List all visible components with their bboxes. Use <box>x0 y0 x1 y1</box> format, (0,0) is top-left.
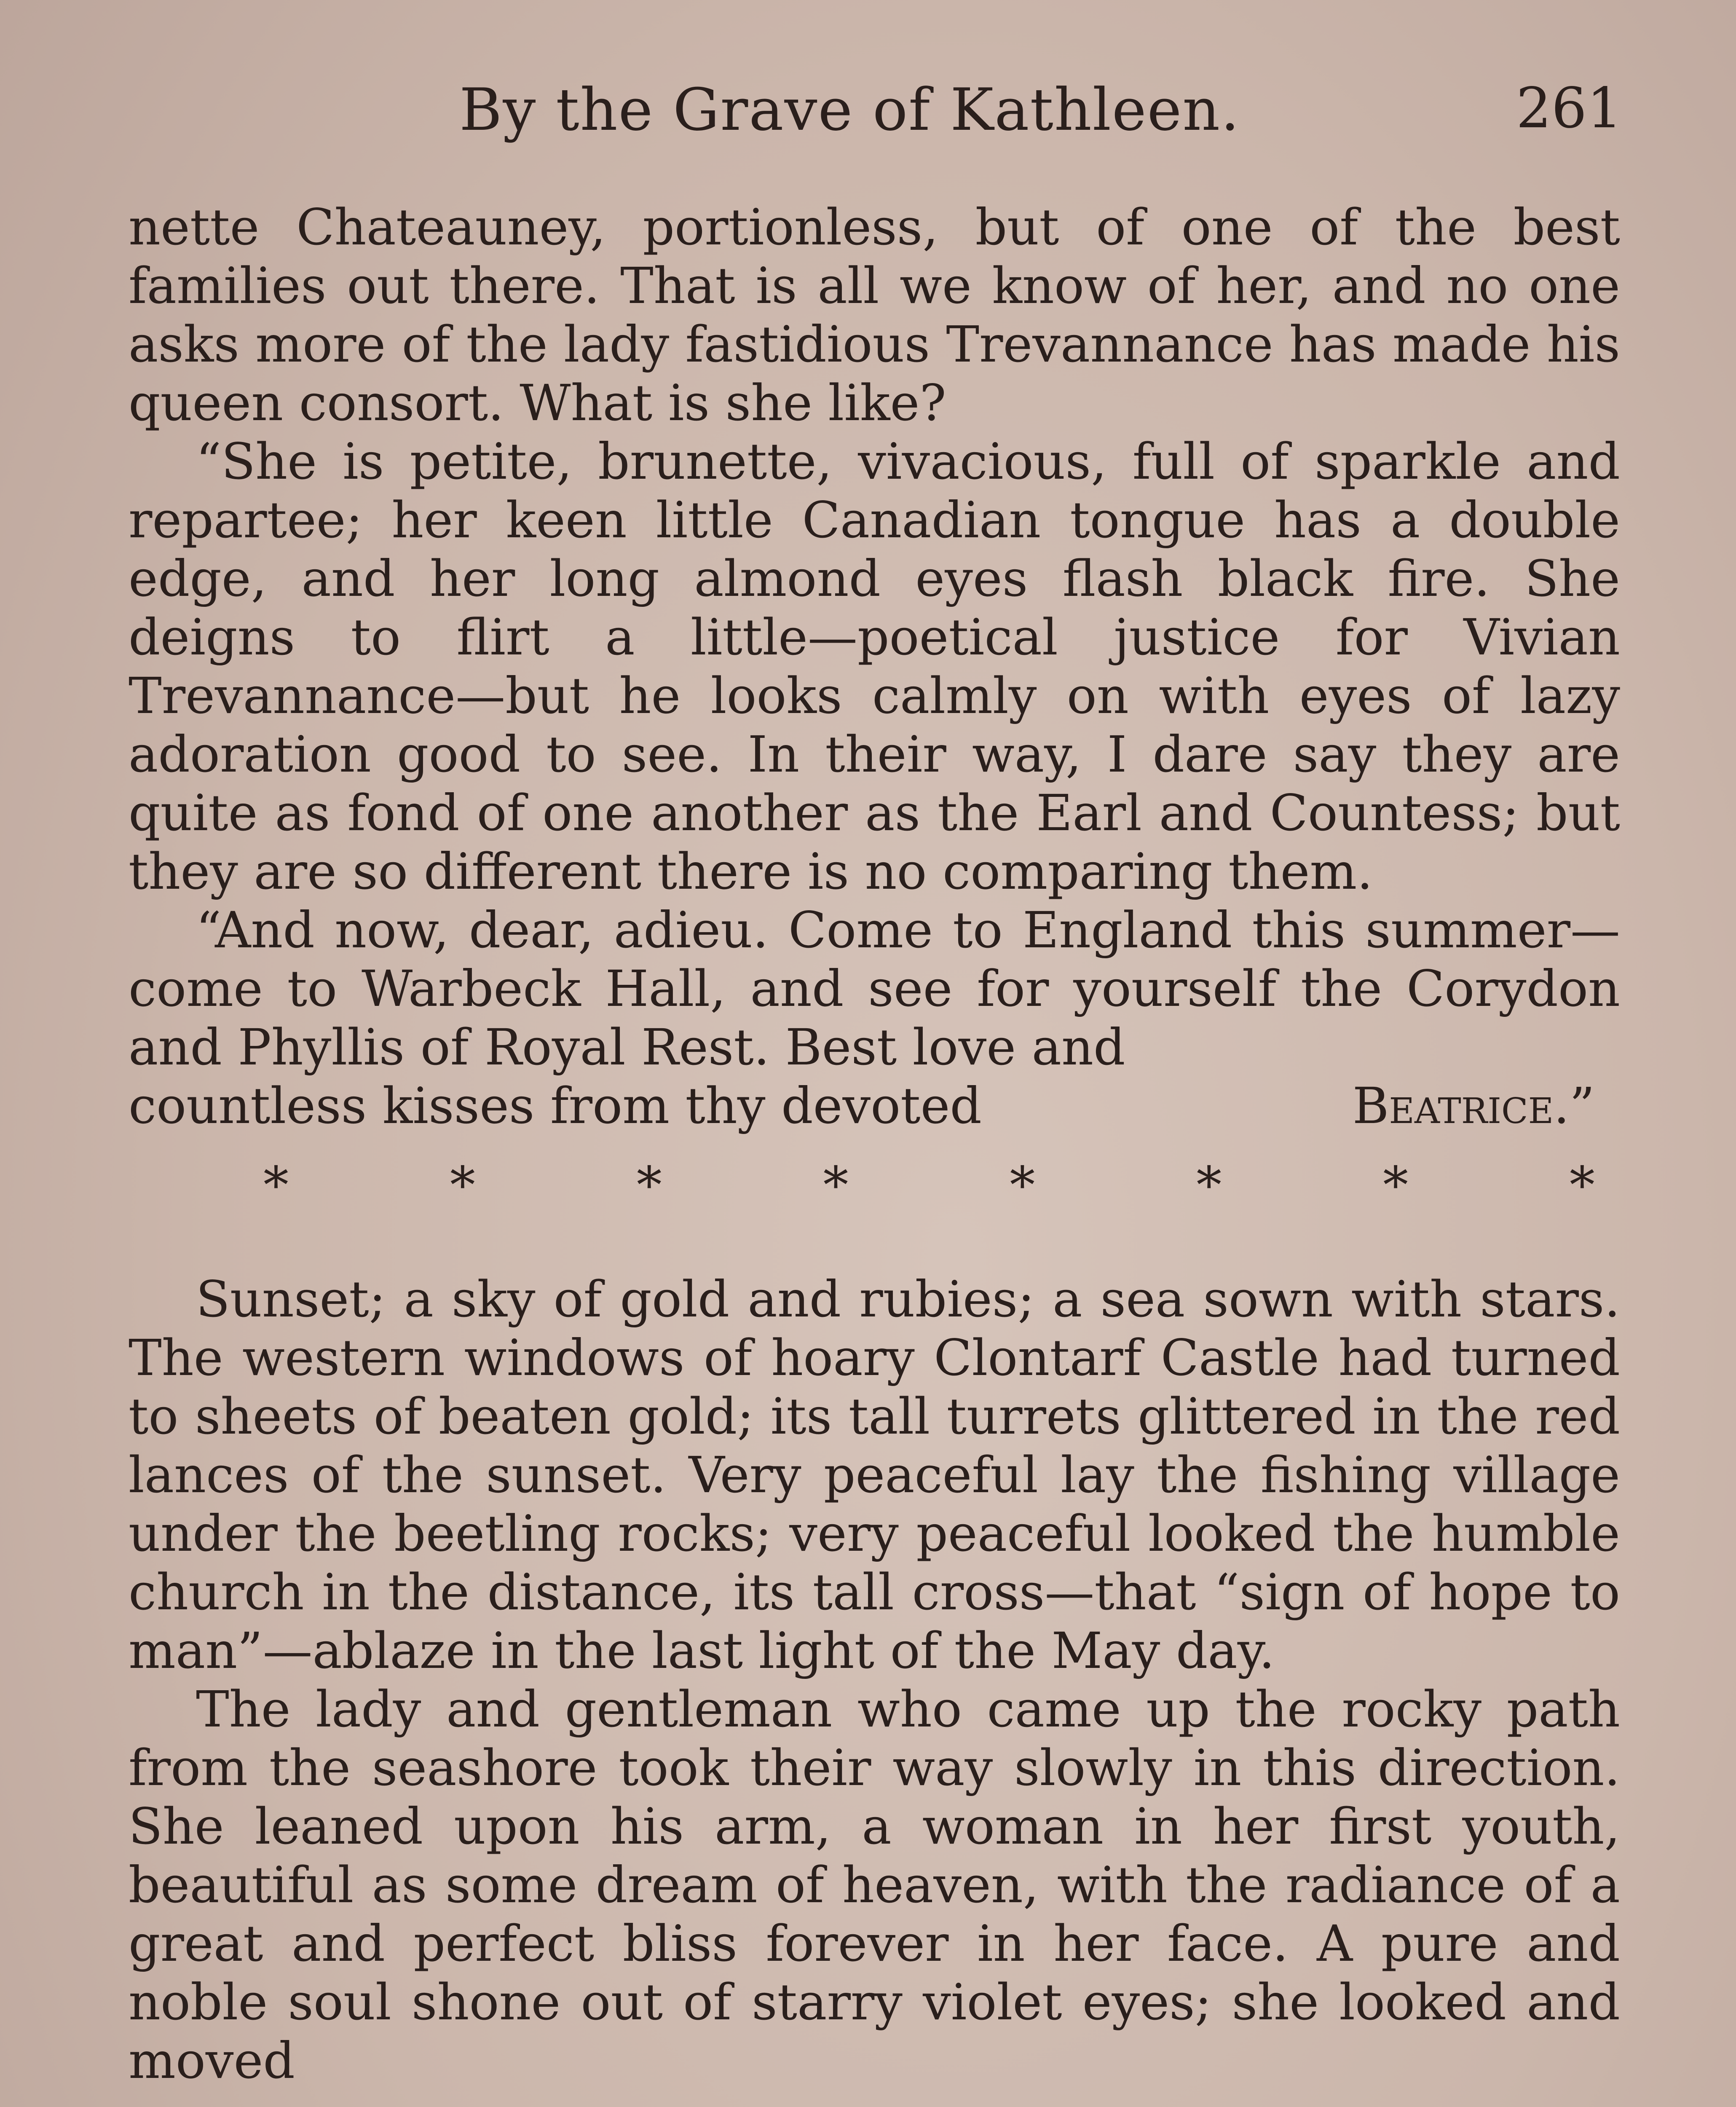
section-separator <box>129 1156 1620 1215</box>
paragraph: The lady and gentleman who came up the rocky path from the seashore took their way slowly in this direction. She leaned upon his arm, a woman in her first youth, beautiful as some dream of heaven, with the radiance of a great and perfect bliss forever in her face. A pure and noble soul shone out of starry violet eyes; she looked and moved <box>129 1680 1620 2090</box>
page-header <box>131 76 1622 147</box>
signature-line <box>129 1077 1620 1135</box>
page-number: 261 <box>1516 76 1622 141</box>
separator-star: * <box>450 1156 475 1215</box>
separator-star: * <box>1196 1156 1222 1215</box>
signature: Beatrice.” <box>1352 1077 1595 1135</box>
body-text <box>129 198 1620 2107</box>
separator-star: * <box>1010 1156 1035 1215</box>
separator-star: * <box>263 1156 289 1215</box>
separator-star: * <box>823 1156 849 1215</box>
paragraph: “And now, dear, adieu. Come to England this summer—come to Warbeck Hall, and see for yourself the Corydon and Phyllis of Royal Rest. Best love and <box>129 901 1620 1076</box>
separator-star: * <box>636 1156 662 1215</box>
paragraph: nette Chateauney, portionless, but of one of the best families out there. That is all we know of her, and no one asks more of the lady fastidious Trevannance has made his queen consort. What is she like? <box>129 198 1620 432</box>
separator-star: * <box>1569 1156 1595 1215</box>
paragraph: Sunset; a sky of gold and rubies; a sea sown with stars. The western windows of hoary Clontarf Castle had turned to sheets of beaten gold; its tall turrets glittered in the red lances of the sunset. Very peaceful lay the fishing village under the beetling rocks; very peaceful looked the humble church in the distance, its tall cross—that “sign of hope to man”—ablaze in the last light of the May day. <box>129 1270 1620 1680</box>
running-title: By the Grave of Kathleen. <box>459 76 1240 144</box>
paragraph: “She is petite, brunette, vivacious, full of sparkle and repartee; her keen little Canadian tongue has a double edge, and her long almond eyes flash black fire. She deigns to flirt a little—poetical justice for Vivian Trevannance—but he looks calmly on with eyes of lazy adoration good to see. In their way, I dare say they are quite as fond of one another as the Earl and Countess; but they are so different there is no comparing them. <box>129 432 1620 901</box>
separator-star: * <box>1383 1156 1409 1215</box>
closing-text: countless kisses from thy devoted <box>129 1077 982 1135</box>
